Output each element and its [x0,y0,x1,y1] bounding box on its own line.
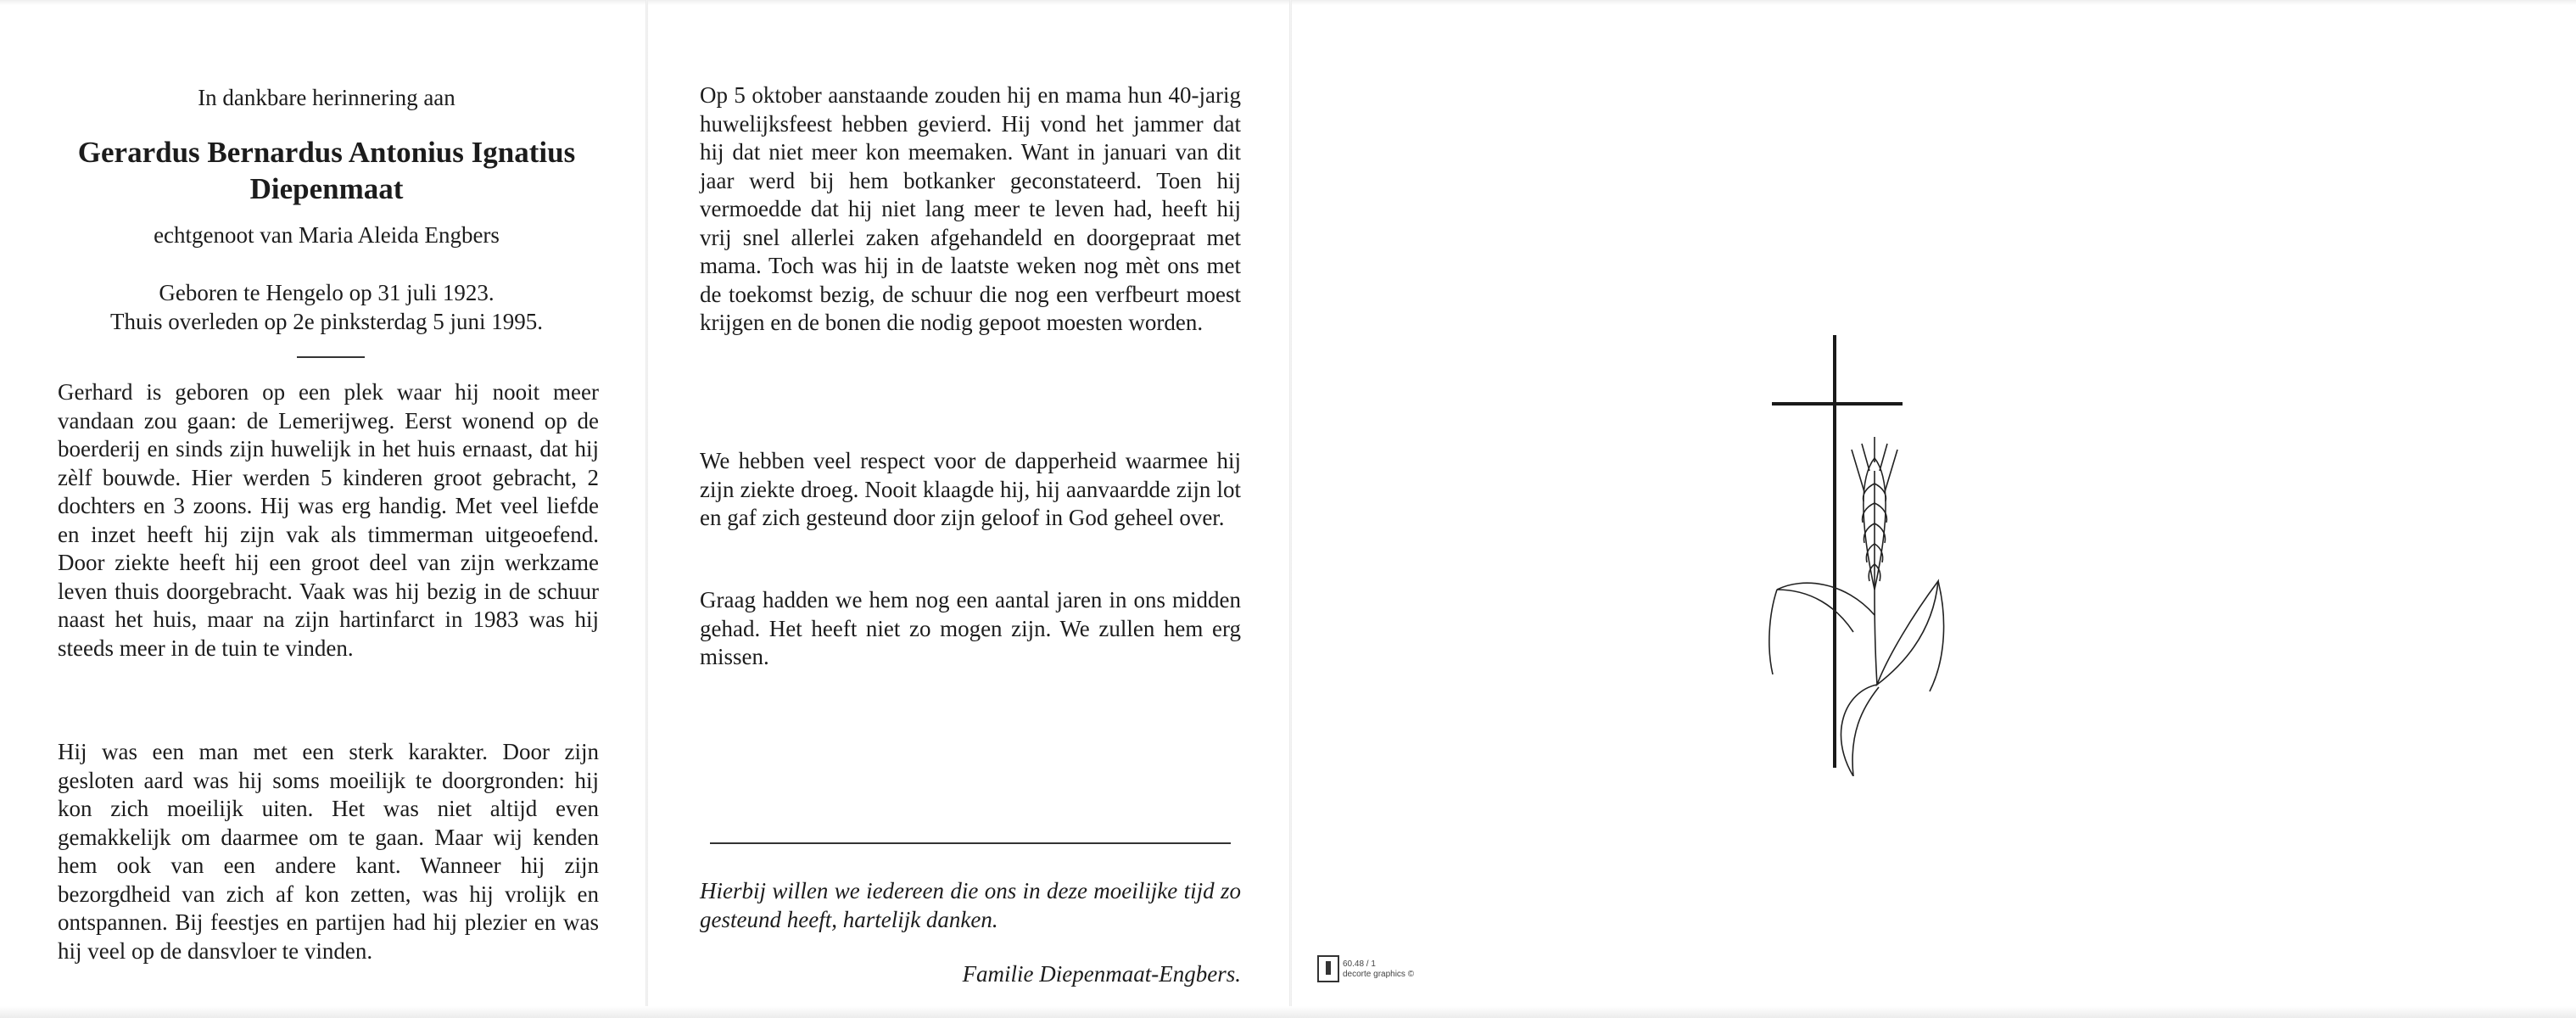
fold-line-2 [1289,0,1292,1018]
birth-line: Geboren te Hengelo op 31 juli 1923. [159,280,495,305]
card-bottom-edge [0,1006,2576,1018]
biography-paragraph-3: Op 5 oktober aanstaande zouden hij en mama hun 40-jarig huwelijksfeest hebben gevierd. Hij vond het jammer dat hij dat niet meer kon meemaken. Want in januari van dit jaar werd bij hem botkanker geconstateerd. Toen hij vermoedde dat hij niet lang meer te leven had, heeft hij vrij snel allerlei zaken afgehandeld en doorgepraat met mama. Toch was hij in de laatste weken nog mèt ons met de toekomst bezig, de schuur die nog een verfbeurt moest krijgen en de bonen die nodig gepoot moesten worden. [700,82,1241,335]
printer-credit [1343,959,1414,980]
name-line-2: Diepenmaat [249,172,404,205]
death-line: Thuis overleden op 2e pinksterdag 5 juni 1995. [110,309,543,334]
biography-paragraph-4: We hebben veel respect voor de dapperheid waarmee hij zijn ziekte droeg. Nooit klaagde hij, hij aanvaardde zijn lot en gaf zich gesteund door zijn geloof in God geheel over. [700,448,1241,530]
intro-line: In dankbare herinnering aan [198,85,455,110]
family-signature: Familie Diepenmaat-Engbers. [962,961,1241,987]
divider-short [297,356,365,358]
biography-paragraph-2: Hij was een man met een sterk karakter. Door zijn gesloten aard was hij soms moeilijk te doorgronden: hij kon zich moeilijk uiten. Het was niet altijd even gemakkelijk om daarmee om te gaan. Maar wij kenden hem ook van een andere kant. Wanneer hij zijn bezorgdheid van zich af kon zetten, was hij vrolijk en ontspannen. Bij feestjes en partijen had hij plezier en was hij veel op de dansvloer te vinden. [58,739,599,964]
biography-paragraph-5: Graag hadden we hem nog een aantal jaren in ons midden gehad. Het heeft niet zo mogen zijn. We zullen hem erg missen. [700,587,1241,669]
cross-wheat-icon [1752,335,1972,776]
panel-left [0,0,645,1018]
panel-right [1294,0,2576,1018]
life-dates [34,278,619,336]
fold-line-1 [645,0,648,1018]
name-line-1: Gerardus Bernardus Antonius Ignatius [77,136,576,169]
panel-middle [649,0,1289,1018]
printer-code: 60.48 / 1 [1343,959,1376,969]
spouse-line: echtgenoot van Maria Aleida Engbers [154,222,500,248]
printer-name: decorte graphics © [1343,970,1415,979]
divider-long [710,842,1231,844]
deceased-name [34,134,619,207]
printer-logo-icon [1317,955,1339,982]
thanks-note: Hierbij willen we iedereen die ons in deze moeilijke tijd zo gesteund heeft, hartelijk danken. [700,878,1241,932]
biography-paragraph-1: Gerhard is geboren op een plek waar hij nooit meer vandaan zou gaan: de Lemerijweg. Eerst wonend op de boerderij en sinds zijn huwelijk in het huis ernaast, dat hij zèlf bouwde. Hier werden 5 kinderen groot gebracht, 2 dochters en 3 zoons. Hij was erg handig. Met veel liefde en inzet heeft hij zijn vak als timmerman uitgeoefend. Door ziekte heeft hij een groot deel van zijn werkzame leven thuis doorgebracht. Vaak was hij bezig in de schuur naast het huis, maar na zijn hartinfarct in 1983 was hij steeds meer in de tuin te vinden. [58,379,599,661]
